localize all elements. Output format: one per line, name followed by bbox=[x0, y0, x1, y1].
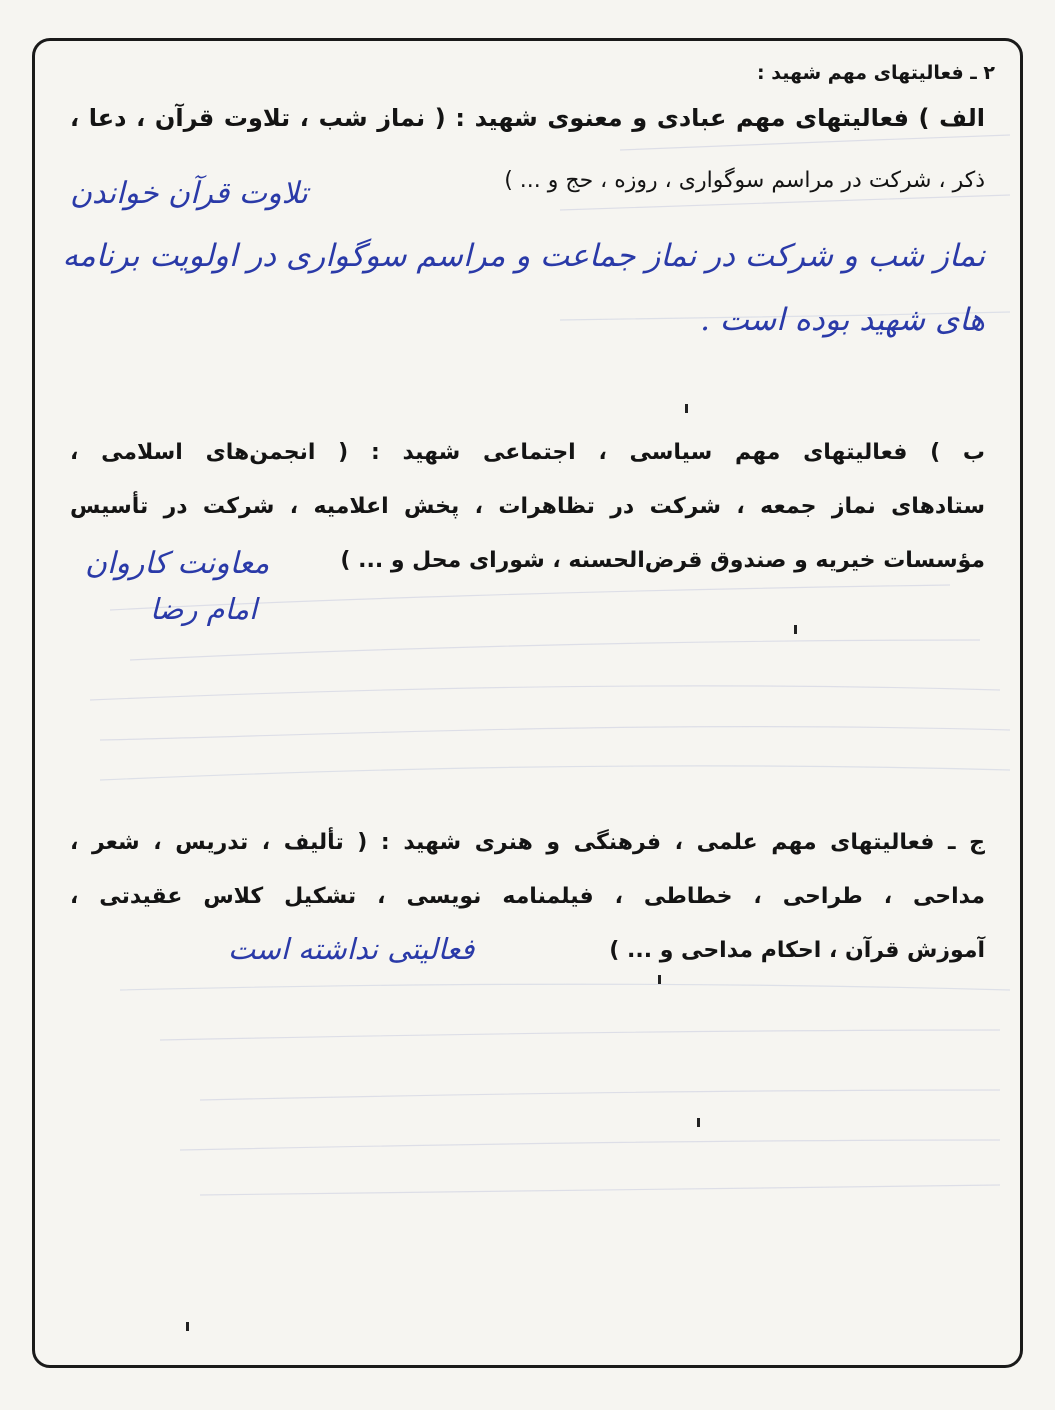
part-b-answer-line-1: معاونت کاروان bbox=[85, 546, 270, 581]
part-a-line-1: الف ) فعالیتهای مهم عبادی و معنوی شهید : ( نماز شب ، تلاوت قرآن ، دعا ، bbox=[70, 104, 985, 132]
part-c-answer-line-1: فعالیتی نداشته است bbox=[228, 932, 475, 966]
part-b-answer-line-2: امام رضا bbox=[150, 592, 258, 626]
section-heading: ۲ ـ فعالیتهای مهم شهید : bbox=[757, 62, 995, 84]
part-b-line-3: مؤسسات خیریه و صندوق قرض‌الحسنه ، شورای محل و ... ) bbox=[340, 548, 985, 573]
part-b-line-2: ستادهای نماز جمعه ، شرکت در تظاهرات ، پخش اعلامیه ، شرکت در تأسیس bbox=[70, 494, 985, 519]
dust-mark bbox=[685, 404, 688, 413]
part-b-line-1: ب ) فعالیتهای مهم سیاسی ، اجتماعی شهید : ( انجمن‌های اسلامی ، bbox=[70, 440, 985, 465]
part-c-line-2: مداحی ، طراحی ، خطاطی ، فیلمنامه نویسی ، تشکیل کلاس عقیدتی ، bbox=[70, 884, 985, 909]
part-c-line-3: آموزش قرآن ، احکام مداحی و ... ) bbox=[609, 938, 985, 963]
dust-mark bbox=[794, 625, 797, 634]
part-a-answer-line-1: تلاوت قرآن خواندن bbox=[70, 176, 308, 211]
part-a-answer-line-2: نماز شب و شرکت در نماز جماعت و مراسم سوگواری در اولویت برنامه bbox=[62, 238, 985, 274]
part-a-answer-line-3: های شهید بوده است . bbox=[700, 302, 985, 338]
dust-mark bbox=[658, 975, 661, 984]
dust-mark bbox=[697, 1118, 700, 1127]
part-c-line-1: ج ـ فعالیتهای مهم علمی ، فرهنگی و هنری شهید : ( تألیف ، تدریس ، شعر ، bbox=[70, 830, 985, 855]
part-a-line-2: ذکر ، شرکت در مراسم سوگواری ، روزه ، حج و ... ) bbox=[504, 168, 985, 193]
dust-mark bbox=[186, 1322, 189, 1331]
